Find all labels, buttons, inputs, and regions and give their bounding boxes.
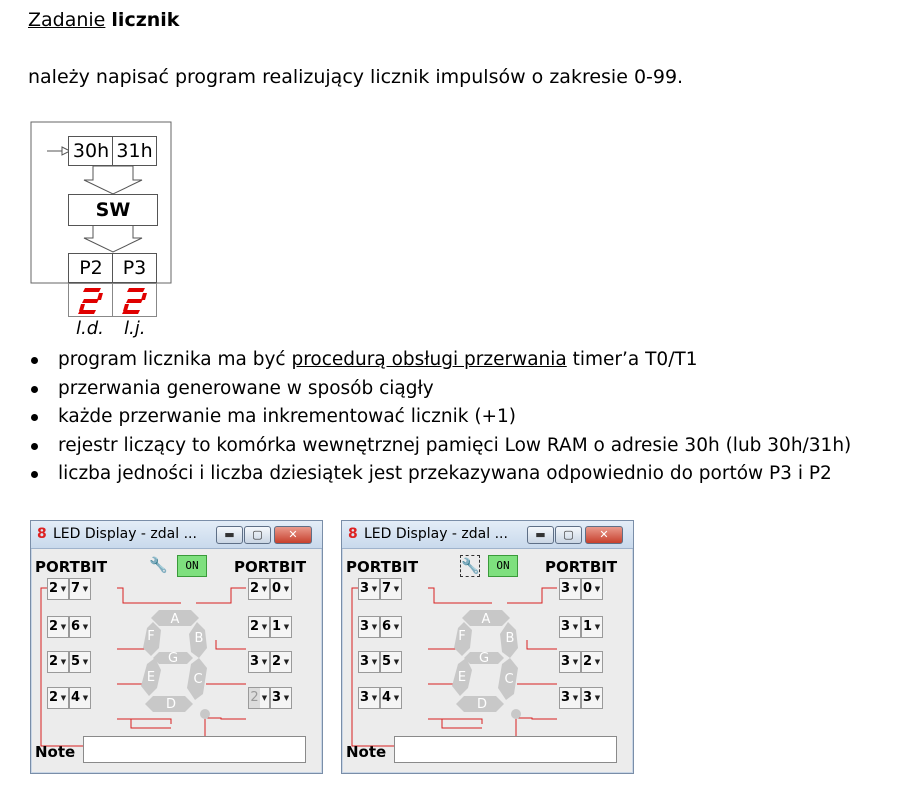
list-item: liczba jedności i liczba dziesiątek jest przekazywana odpowiednio do portów P3 i P2	[28, 460, 851, 489]
chevron-down-icon: ▼	[82, 623, 89, 631]
label-units: l.j.	[124, 318, 146, 339]
list-item: przerwania generowane w sposób ciągły	[28, 375, 851, 404]
chevron-down-icon: ▼	[594, 694, 601, 702]
bit-select[interactable]: 1 ▼	[581, 616, 603, 638]
port-select[interactable]: 3 ▼	[559, 616, 581, 638]
maximize-button[interactable]: ▢	[555, 526, 582, 544]
list-item: program licznika ma być procedurą obsługi przerwania timer’a T0/T1	[28, 346, 851, 375]
window-title: LED Display - zdal ...	[53, 526, 197, 542]
segment-label-b: B	[505, 631, 515, 646]
right-portbit-row	[248, 616, 292, 638]
requirements-list	[28, 346, 851, 489]
segment-label-e: E	[457, 670, 467, 685]
left-portbit-row	[47, 616, 91, 638]
port-select[interactable]: 3 ▼	[358, 687, 380, 709]
close-button[interactable]: ✕	[274, 526, 312, 544]
segment-label-b: B	[194, 631, 204, 646]
chevron-down-icon: ▼	[393, 623, 400, 631]
list-item: rejestr liczący to komórka wewnętrznej pamięci Low RAM o adresie 30h (lub 30h/31h)	[28, 432, 851, 461]
chevron-down-icon: ▼	[82, 585, 89, 593]
chevron-down-icon: ▼	[261, 658, 268, 666]
segment-label-e: E	[146, 670, 156, 685]
sw-block: SW	[68, 194, 158, 226]
segment-label-d: D	[476, 697, 488, 712]
led-app-icon: 8	[348, 526, 358, 542]
portbit-header-left: PORTBIT	[35, 558, 108, 576]
bit-select[interactable]: 4 ▼	[69, 687, 91, 709]
segment-label-g: G	[167, 651, 179, 666]
note-label: Note	[35, 743, 76, 761]
title-word-zadanie: Zadanie	[28, 9, 106, 31]
port-select[interactable]: 3 ▼	[559, 578, 581, 600]
bit-select[interactable]: 3 ▼	[581, 687, 603, 709]
port-select[interactable]: 2 ▼	[248, 578, 270, 600]
title-bar[interactable]	[342, 521, 633, 549]
port-select[interactable]: 2 ▼	[47, 616, 69, 638]
register-30h: 30h	[68, 136, 114, 166]
chevron-down-icon: ▼	[283, 658, 290, 666]
bit-select[interactable]: 3 ▼	[270, 687, 292, 709]
bit-select[interactable]: 2 ▼	[270, 651, 292, 673]
bit-select[interactable]: 5 ▼	[69, 651, 91, 673]
chevron-down-icon: ▼	[572, 623, 579, 631]
right-portbit-row	[559, 616, 603, 638]
portbit-header-right: PORTBIT	[234, 558, 307, 576]
chevron-down-icon: ▼	[594, 623, 601, 631]
segment-label-c: C	[504, 672, 514, 687]
port-select[interactable]: 2 ▼	[47, 687, 69, 709]
portbit-header-left: PORTBIT	[346, 558, 419, 576]
port-p3: P3	[112, 253, 157, 283]
seven-seg-units-digit	[113, 284, 156, 316]
port-select[interactable]: 3 ▼	[248, 651, 270, 673]
port-select[interactable]: 3 ▼	[559, 687, 581, 709]
port-select[interactable]: 3 ▼	[559, 651, 581, 673]
close-button[interactable]: ✕	[585, 526, 623, 544]
bit-select[interactable]: 6 ▼	[380, 616, 402, 638]
chevron-down-icon: ▼	[60, 694, 67, 702]
chevron-down-icon: ▼	[261, 694, 268, 702]
led-app-icon: 8	[37, 526, 47, 542]
port-select[interactable]: 3 ▼	[358, 578, 380, 600]
label-tens: l.d.	[76, 318, 104, 339]
left-portbit-row	[358, 616, 402, 638]
chevron-down-icon: ▼	[572, 585, 579, 593]
segment-label-c: C	[193, 672, 203, 687]
chevron-down-icon: ▼	[283, 694, 290, 702]
chevron-down-icon: ▼	[261, 623, 268, 631]
bit-select[interactable]: 6 ▼	[69, 616, 91, 638]
chevron-down-icon: ▼	[371, 658, 378, 666]
list-item: każde przerwanie ma inkrementować licznik (+1)	[28, 403, 851, 432]
chevron-down-icon: ▼	[393, 585, 400, 593]
bit-select[interactable]: 0 ▼	[581, 578, 603, 600]
chevron-down-icon: ▼	[82, 658, 89, 666]
port-select[interactable]: 3 ▼	[358, 616, 380, 638]
window-title: LED Display - zdal ...	[364, 526, 508, 542]
chevron-down-icon: ▼	[572, 694, 579, 702]
led-display-window-p3	[341, 520, 634, 774]
left-portbit-row	[358, 578, 402, 600]
segment-label-f: F	[147, 629, 155, 644]
bit-select[interactable]: 5 ▼	[380, 651, 402, 673]
bit-select[interactable]: 1 ▼	[270, 616, 292, 638]
register-31h: 31h	[112, 136, 157, 166]
minimize-button[interactable]: ▬	[216, 526, 243, 544]
right-portbit-row	[248, 687, 292, 709]
wrench-icon[interactable]: 🔧	[461, 557, 480, 575]
note-input[interactable]	[394, 736, 617, 763]
right-portbit-row	[559, 578, 603, 600]
chevron-down-icon: ▼	[371, 694, 378, 702]
port-p2: P2	[68, 253, 114, 283]
left-portbit-row	[47, 651, 91, 673]
chevron-down-icon: ▼	[283, 585, 290, 593]
seven-seg-tens	[68, 283, 114, 317]
bit-select[interactable]: 2 ▼	[581, 651, 603, 673]
portbit-header-right: PORTBIT	[545, 558, 618, 576]
right-portbit-row	[559, 651, 603, 673]
title-bar[interactable]	[31, 521, 322, 549]
left-portbit-row	[358, 687, 402, 709]
chevron-down-icon: ▼	[594, 585, 601, 593]
intro-text: należy napisać program realizujący licznik impulsów o zakresie 0-99.	[28, 66, 684, 88]
note-input[interactable]	[83, 736, 306, 763]
on-toggle-button[interactable]: ON	[177, 555, 207, 577]
chevron-down-icon: ▼	[82, 694, 89, 702]
segment-dp	[511, 709, 521, 719]
port-select[interactable]: 2 ▼	[248, 687, 270, 709]
right-portbit-row	[248, 651, 292, 673]
port-select[interactable]: 3 ▼	[358, 651, 380, 673]
led-display-window-p2	[30, 520, 323, 774]
title-word-licznik: licznik	[111, 9, 180, 31]
chevron-down-icon: ▼	[393, 694, 400, 702]
segment-label-g: G	[478, 651, 490, 666]
segment-label-d: D	[165, 697, 177, 712]
port-select[interactable]: 2 ▼	[47, 578, 69, 600]
bit-select[interactable]: 7 ▼	[69, 578, 91, 600]
seven-seg-tens-digit	[69, 284, 113, 316]
port-select[interactable]: 2 ▼	[47, 651, 69, 673]
chevron-down-icon: ▼	[393, 658, 400, 666]
on-toggle-button[interactable]: ON	[488, 555, 518, 577]
wrench-icon[interactable]: 🔧	[149, 556, 168, 574]
port-select[interactable]: 2 ▼	[248, 616, 270, 638]
segment-label-a: A	[170, 612, 180, 627]
left-portbit-row	[358, 651, 402, 673]
segment-label-a: A	[481, 612, 491, 627]
right-portbit-row	[248, 578, 292, 600]
chevron-down-icon: ▼	[594, 658, 601, 666]
chevron-down-icon: ▼	[371, 585, 378, 593]
seven-seg-units	[112, 283, 157, 317]
chevron-down-icon: ▼	[261, 585, 268, 593]
segment-label-f: F	[458, 629, 466, 644]
segment-dp	[200, 709, 210, 719]
bit-select[interactable]: 4 ▼	[380, 687, 402, 709]
chevron-down-icon: ▼	[60, 658, 67, 666]
chevron-down-icon: ▼	[60, 623, 67, 631]
bit-select[interactable]: 0 ▼	[270, 578, 292, 600]
chevron-down-icon: ▼	[60, 585, 67, 593]
maximize-button[interactable]: ▢	[244, 526, 271, 544]
left-portbit-row	[47, 578, 91, 600]
chevron-down-icon: ▼	[371, 623, 378, 631]
chevron-down-icon: ▼	[283, 623, 290, 631]
minimize-button[interactable]: ▬	[527, 526, 554, 544]
chevron-down-icon: ▼	[572, 658, 579, 666]
note-label: Note	[346, 743, 387, 761]
right-portbit-row	[559, 687, 603, 709]
left-portbit-row	[47, 687, 91, 709]
bit-select[interactable]: 7 ▼	[380, 578, 402, 600]
